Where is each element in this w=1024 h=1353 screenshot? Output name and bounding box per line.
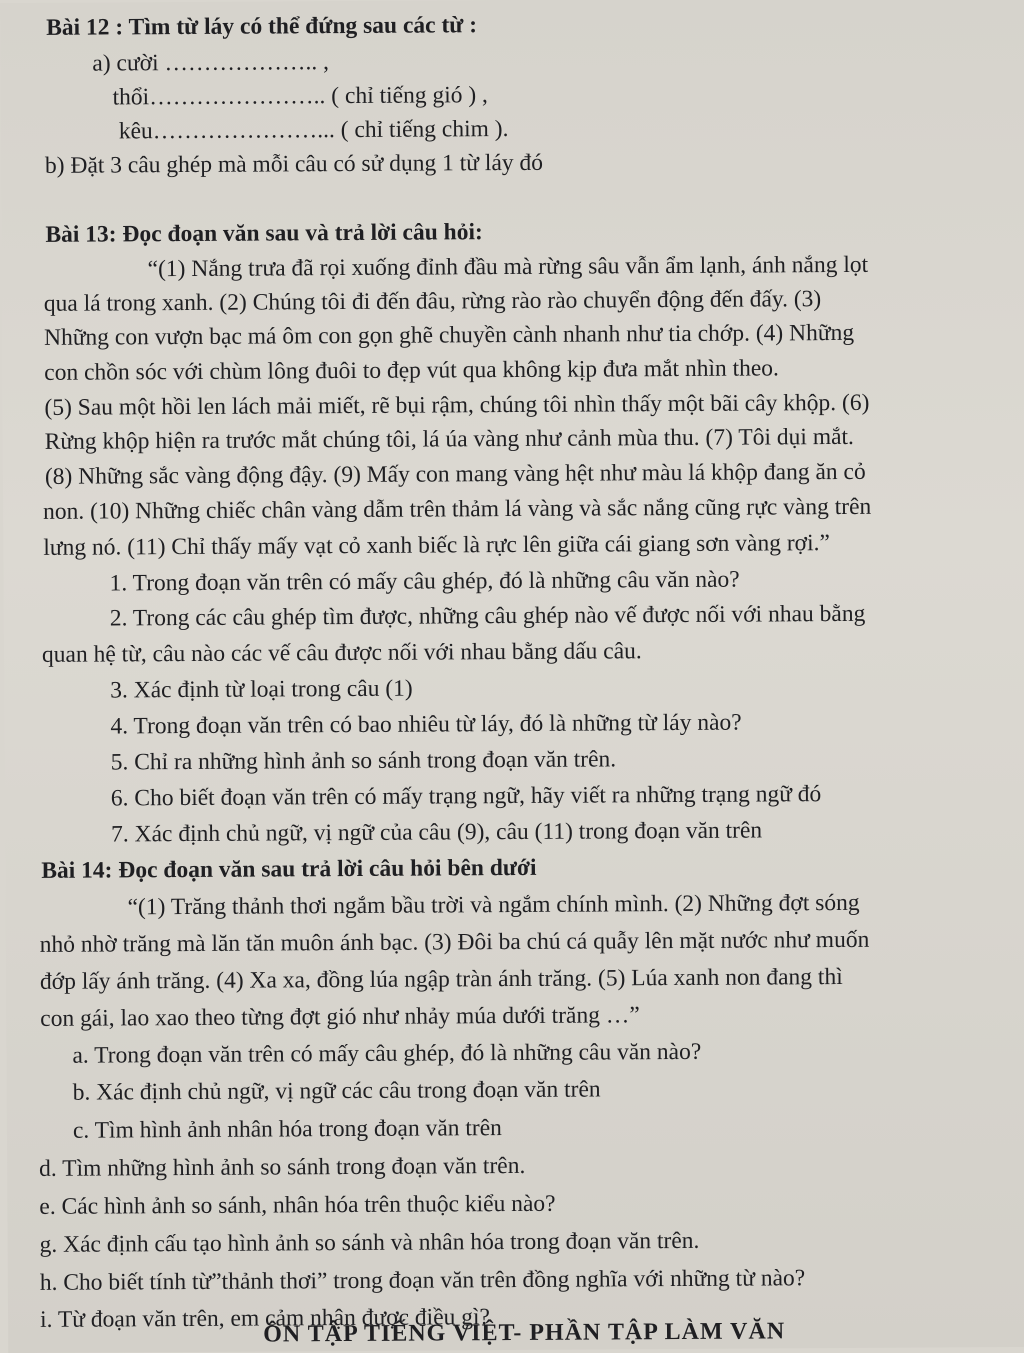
exercise-14-question: e. Các hình ảnh so sánh, nhân hóa trên thuộc kiểu nào? xyxy=(39,1190,556,1220)
exercise-14-passage-line: “(1) Trăng thảnh thơi ngắm bầu trời và ngắm chính mình. (2) Những đợt sóng xyxy=(127,889,860,921)
exercise-13-passage-line: Rừng khộp hiện ra trước mắt chúng tôi, lá úa vàng như cảnh mùa thu. (7) Tôi dụi mắt. xyxy=(44,423,854,455)
exercise-13-question: quan hệ từ, câu nào các vế câu được nối với nhau bằng dấu câu. xyxy=(41,638,642,668)
exercise-14-question: d. Tìm những hình ảnh so sánh trong đoạn văn trên. xyxy=(39,1152,526,1182)
exercise-13-passage-line: lưng nó. (11) Chỉ thấy mấy vạt cỏ xanh biếc là rực lên giữa cái giang sơn vàng rợi.” xyxy=(43,530,830,561)
exercise-13-passage-line: (5) Sau một hồi len lách mải miết, rẽ bụi rậm, chúng tôi nhìn thấy một bãi cây khộp. (6) xyxy=(44,389,870,421)
exercise-13-question: 6. Cho biết đoạn văn trên có mấy trạng ngữ, hãy viết ra những trạng ngữ đó xyxy=(110,781,822,812)
exercise-12-item-thoi: thổi………………….. ( chỉ tiếng gió ) , xyxy=(112,82,488,111)
exercise-13-question: 4. Trong đoạn văn trên có bao nhiêu từ láy, đó là những từ láy nào? xyxy=(110,709,742,740)
exercise-12-item-b: b) Đặt 3 câu ghép mà mỗi câu có sử dụng 1 từ láy đó xyxy=(44,149,544,179)
exercise-12-item-keu: kêu…………………... ( chỉ tiếng chim ). xyxy=(118,116,509,145)
exercise-13-title: Bài 13: Đọc đoạn văn sau và trả lời câu hỏi: xyxy=(45,219,483,248)
exercise-14-question: i. Từ đoạn văn trên, em cảm nhận được điều gì? xyxy=(39,1304,491,1333)
exercise-14-passage-line: đớp lấy ánh trăng. (4) Xa xa, đồng lúa ngập tràn ánh trăng. (5) Lúa xanh non đang thì xyxy=(39,963,843,995)
exercise-13-passage-line: con chồn sóc với chùm lông đuôi to đẹp vút qua không kịp đưa mắt nhìn theo. xyxy=(44,355,779,386)
exercise-13-passage-line: qua lá trong xanh. (2) Chúng tôi đi đến đâu, rừng rào rào chuyển động đến đấy. (3) xyxy=(43,286,822,317)
exercise-13-passage-line: (8) Những sắc vàng động đậy. (9) Mấy con mang vàng hệt như màu lá khộp đang ăn cỏ xyxy=(44,458,866,490)
exercise-13-passage-line: non. (10) Những chiếc chân vàng dẫm trên thảm lá vàng và sắc nắng cũng rực vàng trên xyxy=(43,493,872,525)
exercise-12-title: Bài 12 : Tìm từ láy có thể đứng sau các từ : xyxy=(46,12,478,41)
exercise-14-question: g. Xác định cấu tạo hình ảnh so sánh và nhân hóa trong đoạn văn trên. xyxy=(39,1227,700,1258)
exercise-14-question: a. Trong đoạn văn trên có mấy câu ghép, đó là những câu văn nào? xyxy=(72,1038,702,1069)
exercise-13-question: 2. Trong các câu ghép tìm được, những câu ghép nào vế được nối với nhau bằng xyxy=(109,600,866,632)
exercise-13-question: 3. Xác định từ loại trong câu (1) xyxy=(110,675,413,704)
exercise-14-passage-line: nhỏ nhờ trăng mà lăn tăn muôn ánh bạc. (3) Đôi ba chú cá quẫy lên mặt nước như muốn xyxy=(39,926,870,958)
exercise-14-question: h. Cho biết tính từ”thảnh thơi” trong đoạn văn trên đồng nghĩa với những từ nào? xyxy=(39,1265,806,1296)
exercise-13-question: 5. Chỉ ra những hình ảnh so sánh trong đoạn văn trên. xyxy=(110,746,617,776)
exercise-14-passage-line: con gái, lao xao theo từng đợt gió như nhảy múa dưới trăng …” xyxy=(40,1002,640,1032)
exercise-13-question: 7. Xác định chủ ngữ, vị ngữ của câu (9), câu (11) trong đoạn văn trên xyxy=(111,817,763,848)
exercise-14-title: Bài 14: Đọc đoạn văn sau trả lời câu hỏi bên dưới xyxy=(41,854,537,884)
exercise-13-question: 1. Trong đoạn văn trên có mấy câu ghép, đó là những câu văn nào? xyxy=(109,566,740,597)
exercise-13-passage-line: “(1) Nắng trưa đã rọi xuống đỉnh đầu mà rừng sâu vẫn ẩm lạnh, ánh nắng lọt xyxy=(147,251,869,283)
exercise-12-item-a: a) cười ……………….. , xyxy=(92,49,330,77)
exercise-14-question: c. Tìm hình ảnh nhân hóa trong đoạn văn trên xyxy=(72,1115,502,1144)
exercise-14-question: b. Xác định chủ ngữ, vị ngữ các câu trong đoạn văn trên xyxy=(72,1076,601,1106)
exercise-13-passage-line: Những con vượn bạc má ôm con gọn ghẽ chuyền cành nhanh như tia chớp. (4) Những xyxy=(43,319,855,351)
section-heading-footer: ÔN TẬP TIẾNG VIỆT- PHẦN TẬP LÀM VĂN xyxy=(263,1318,786,1348)
